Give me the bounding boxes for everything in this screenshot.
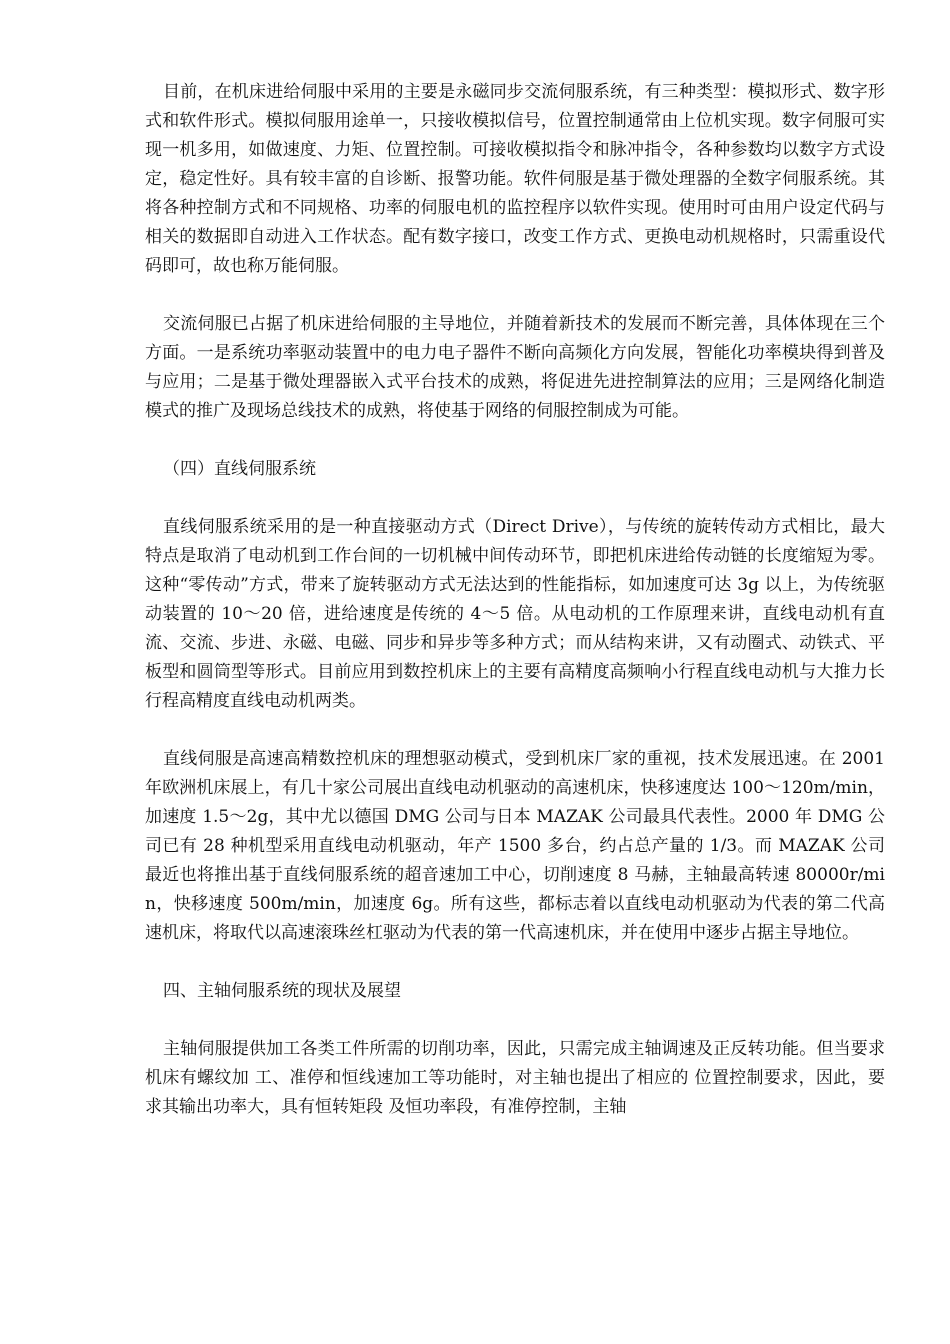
- paragraph-linear-servo-development: 直线伺服是高速高精数控机床的理想驱动模式，受到机床厂家的重视，技术发展迅速。在 2001 年欧洲机床展上，有几十家公司展出直线电动机驱动的高速机床，快移速度达 100～120m/min，加速度 1.5～2g，其中尤以德国 DMG 公司与日本 MAZAK 公司最具代表性。2000 年 DMG 公司已有 28 种机型采用直线电动机驱动，年产 1500 多台，约占总产量的 1/3。而 MAZAK 公司最近也将推出基于直线伺服系统的超音速加工中心，切削速度 8 马赫，主轴最高转速 80000r/min，快移速度 500m/min，加速度 6g。所有这些，都标志着以直线电动机驱动为代表的第二代高速机床，将取代以高速滚珠丝杠驱动为代表的第一代高速机床，并在使用中逐步占据主导地位。: [145, 749, 885, 943]
- paragraph-servo-types: 目前，在机床进给伺服中采用的主要是永磁同步交流伺服系统，有三种类型：模拟形式、数字形式和软件形式。模拟伺服用途单一，只接收模拟信号，位置控制通常由上位机实现。数字伺服可实现一机多用，如做速度、力矩、位置控制。可接收模拟指令和脉冲指令，各种参数均以数字方式设定，稳定性好。具有较丰富的自诊断、报警功能。软件伺服是基于微处理器的全数字伺服系统。其将各种控制方式和不同规格、功率的伺服电机的监控程序以软件实现。使用时可由用户设定代码与相关的数据即自动进入工作状态。配有数字接口，改变工作方式、更换电动机规格时，只需重设代码即可，故也称万能伺服。: [145, 82, 885, 276]
- document-page: [145, 78, 885, 1151]
- paragraph-ac-servo: 交流伺服已占据了机床进给伺服的主导地位，并随着新技术的发展而不断完善，具体体现在三个方面。一是系统功率驱动装置中的电力电子器件不断向高频化方向发展，智能化功率模块得到普及与应用；二是基于微处理器嵌入式平台技术的成熟，将促进先进控制算法的应用；三是网络化制造模式的推广及现场总线技术的成熟，将使基于网络的伺服控制成为可能。: [145, 314, 885, 421]
- paragraph-spindle-servo: 主轴伺服提供加工各类工件所需的切削功率，因此，只需完成主轴调速及正反转功能。但当要求机床有螺纹加 工、准停和恒线速加工等功能时，对主轴也提出了相应的 位置控制要求，因此，要求其输出功率大，具有恒转矩段 及恒功率段，有准停控制，主轴: [145, 1039, 885, 1117]
- paragraph-linear-servo-intro: 直线伺服系统采用的是一种直接驱动方式（Direct Drive），与传统的旋转传动方式相比，最大特点是取消了电动机到工作台间的一切机械中间传动环节，即把机床进给传动链的长度缩短为零。这种“零传动”方式，带来了旋转驱动方式无法达到的性能指标，如加速度可达 3g 以上，为传统驱动装置的 10～20 倍，进给速度是传统的 4～5 倍。从电动机的工作原理来讲，直线电动机有直流、交流、步进、永磁、电磁、同步和异步等多种方式；而从结构来讲，又有动圈式、动铁式、平板型和圆筒型等形式。目前应用到数控机床上的主要有高精度高频响小行程直线电动机与大推力长行程高精度直线电动机两类。: [145, 517, 885, 711]
- section-heading-spindle-servo: 四、主轴伺服系统的现状及展望: [163, 981, 401, 1001]
- section-heading-linear-servo: （四）直线伺服系统: [163, 459, 316, 479]
